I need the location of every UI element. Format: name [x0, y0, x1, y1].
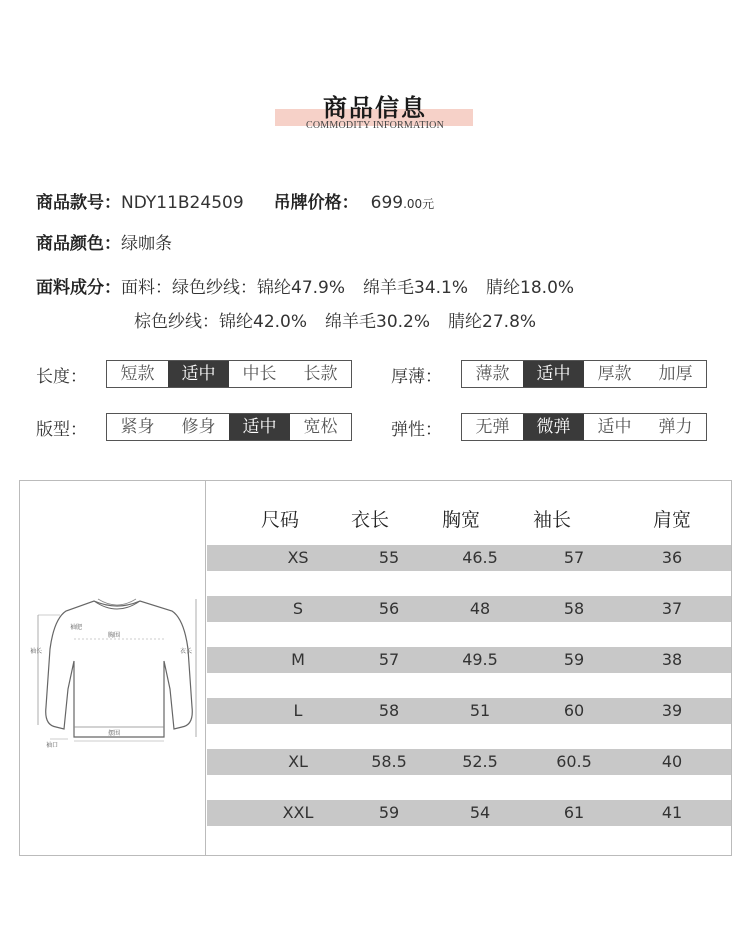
length-option-selected: 适中	[168, 361, 229, 387]
thickness-option-selected: 适中	[523, 361, 584, 387]
fabric-row-2	[134, 307, 536, 332]
product-code-row	[36, 188, 434, 213]
chest-cell: 54	[469, 803, 491, 822]
chest-cell: 49.5	[462, 650, 498, 669]
shoulder-cell: 38	[661, 650, 683, 669]
elasticity-attribute	[391, 413, 707, 441]
table-row	[207, 800, 731, 826]
fit-option: 紧身	[120, 417, 155, 437]
shoulder-text: 袖肥	[70, 624, 83, 631]
fit-option: 修身	[181, 417, 216, 437]
sleeve-length-text: 袖长	[30, 648, 43, 655]
shoulder-cell: 41	[661, 803, 683, 822]
fabric-brown-c2: 绵羊毛30.2%	[325, 312, 431, 332]
fit-option-selected: 适中	[229, 414, 290, 440]
table-row	[207, 545, 731, 571]
fabric-label: 面料成分：	[36, 278, 121, 298]
length-cell: 57	[378, 650, 400, 669]
measurement-diagram	[20, 481, 206, 855]
thickness-label: 厚薄：	[391, 366, 442, 387]
price-value: 699	[370, 193, 404, 213]
product-color-row	[36, 229, 172, 254]
sleeve-cell: 58	[563, 599, 585, 618]
shoulder-cell: 36	[661, 548, 683, 567]
table-row	[207, 596, 731, 622]
product-code-label: 商品款号：	[36, 193, 121, 213]
fabric-brown-c3: 腈纶27.8%	[448, 312, 537, 332]
price-decimal: .00元	[403, 197, 435, 211]
fabric-green-c2: 绵羊毛34.1%	[363, 278, 469, 298]
page-title: 商品信息	[323, 94, 427, 122]
thickness-option: 厚款	[597, 364, 632, 384]
length-cell: 56	[378, 599, 400, 618]
thickness-option: 加厚	[658, 364, 693, 384]
body-length-text: 衣长	[180, 648, 193, 655]
sleeve-header: 袖长	[532, 509, 571, 531]
hem-text: 摆围	[108, 730, 121, 737]
sleeve-cell: 61	[563, 803, 585, 822]
elasticity-option: 无弹	[475, 417, 510, 437]
length-cell: 58	[378, 701, 400, 720]
length-label: 长度：	[36, 366, 87, 387]
table-row	[207, 749, 731, 775]
size-section	[19, 480, 732, 856]
length-header: 衣长	[350, 509, 389, 531]
length-option: 中长	[242, 364, 277, 384]
thickness-option: 薄款	[475, 364, 510, 384]
product-color-label: 商品颜色：	[36, 234, 121, 254]
sweater-outline	[46, 601, 193, 737]
fabric-brown-c1: 锦纶42.0%	[219, 312, 308, 332]
fabric-part-green: 绿色纱线：	[172, 278, 257, 298]
length-cell: 55	[378, 548, 400, 567]
size-cell: XL	[288, 752, 308, 771]
size-cell: XXL	[282, 803, 314, 822]
sleeve-cell: 59	[563, 650, 585, 669]
shoulder-cell: 39	[661, 701, 683, 720]
shoulder-header: 肩宽	[652, 509, 691, 531]
elasticity-options	[461, 413, 707, 441]
length-option: 长款	[303, 364, 338, 384]
elasticity-label: 弹性：	[391, 419, 442, 440]
size-cell: S	[292, 599, 304, 618]
product-color-value: 绿咖条	[121, 234, 172, 254]
size-cell: XS	[287, 548, 309, 567]
sleeve-cell: 60.5	[556, 752, 592, 771]
thickness-attribute	[391, 360, 707, 388]
length-attribute	[36, 360, 352, 388]
chest-text: 胸围	[108, 632, 121, 639]
fabric-green-c1: 锦纶47.9%	[257, 278, 346, 298]
fit-attribute	[36, 413, 352, 441]
fit-option: 宽松	[303, 417, 338, 437]
chest-cell: 48	[469, 599, 491, 618]
length-options	[106, 360, 352, 388]
shoulder-cell: 40	[661, 752, 683, 771]
size-table	[207, 481, 731, 855]
length-cell: 59	[378, 803, 400, 822]
size-cell: L	[293, 701, 303, 720]
elasticity-option: 弹力	[658, 417, 693, 437]
sweater-diagram	[32, 589, 202, 749]
product-code-value: NDY11B24509	[121, 193, 244, 213]
size-header: 尺码	[260, 509, 299, 531]
table-row	[207, 698, 731, 724]
fit-options	[106, 413, 352, 441]
sleeve-cell: 60	[563, 701, 585, 720]
price-label: 吊牌价格：	[273, 193, 359, 213]
chest-cell: 46.5	[462, 548, 498, 567]
fit-label: 版型：	[36, 419, 87, 440]
fabric-row-1	[36, 273, 574, 298]
chest-width-header: 胸宽	[441, 509, 480, 531]
length-cell: 58.5	[371, 752, 407, 771]
shoulder-cell: 37	[661, 599, 683, 618]
size-cell: M	[291, 650, 305, 669]
table-row	[207, 647, 731, 673]
elasticity-option: 适中	[597, 417, 632, 437]
fabric-prefix: 面料：	[121, 278, 172, 298]
section-header	[0, 86, 750, 136]
page-subtitle: COMMODITY INFORMATION	[306, 120, 444, 131]
cuff-text: 袖口	[46, 742, 59, 749]
sleeve-cell: 57	[563, 548, 585, 567]
length-option: 短款	[120, 364, 155, 384]
elasticity-option-selected: 微弹	[523, 414, 584, 440]
fabric-part-brown: 棕色纱线：	[134, 312, 219, 332]
chest-cell: 52.5	[462, 752, 498, 771]
thickness-options	[461, 360, 707, 388]
chest-cell: 51	[469, 701, 491, 720]
fabric-green-c3: 腈纶18.0%	[486, 278, 575, 298]
